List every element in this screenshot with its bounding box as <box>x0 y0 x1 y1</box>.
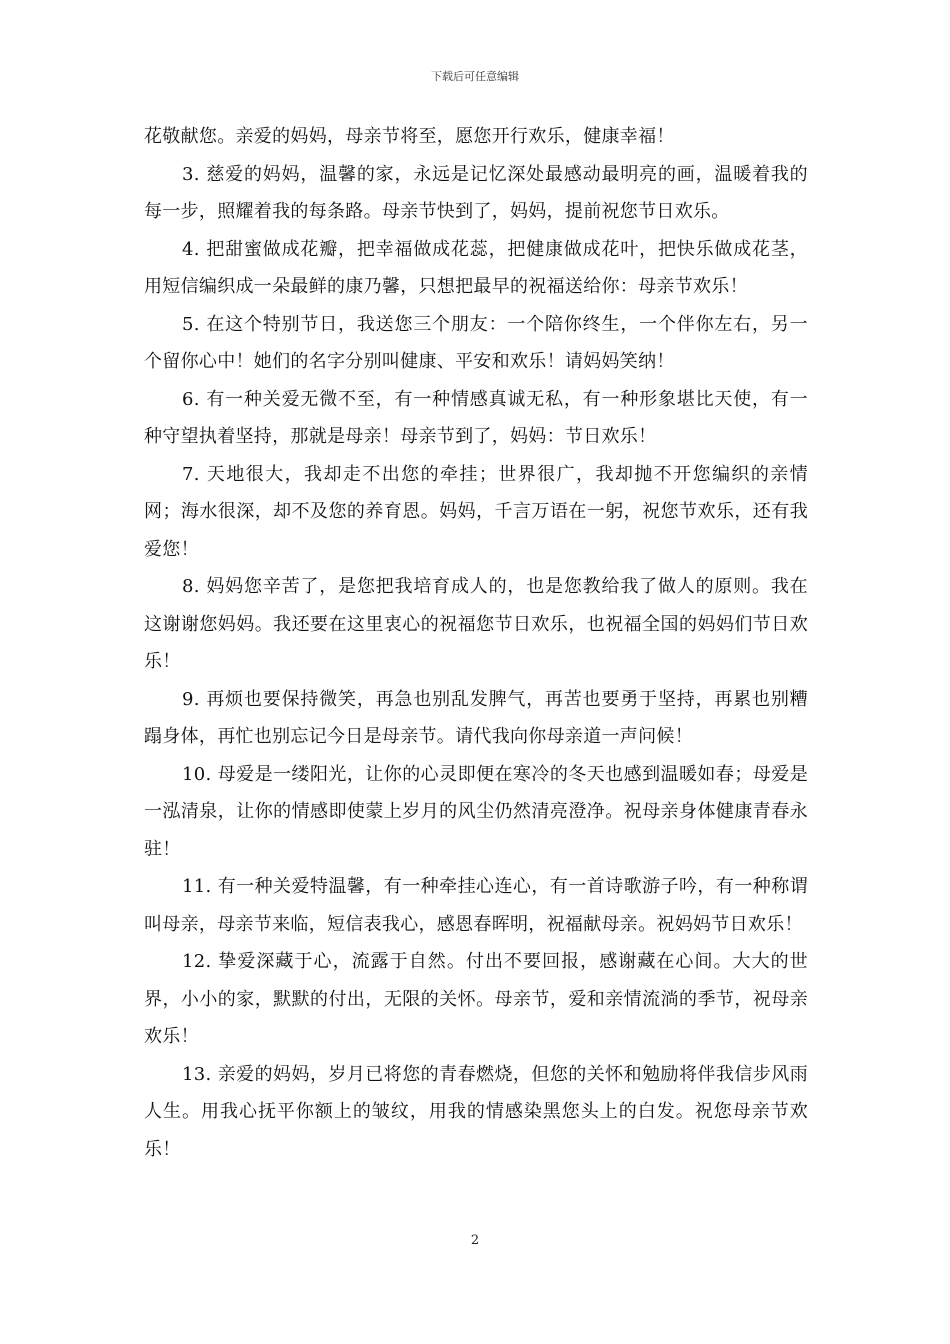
page-number: 2 <box>470 1233 480 1248</box>
paragraph-item-13: 13. 亲爱的妈妈，岁月已将您的青春燃烧，但您的关怀和勉励将伴我信步风雨人生。用我心抚平你额上的皱纹，用我的情感染黑您头上的白发。祝您母亲节欢乐！ <box>144 1063 808 1160</box>
header-note: 下载后可任意编辑 <box>431 70 519 83</box>
paragraph-continuation: 花敬献您。亲爱的妈妈，母亲节将至，愿您开行欢乐，健康幸福！ <box>144 126 675 147</box>
paragraph-item-11: 11. 有一种关爱特温馨，有一种牵挂心连心，有一首诗歌游子吟，有一种称谓叫母亲，母亲节来临，短信表我心，感恩春晖明，祝福献母亲。祝妈妈节日欢乐！ <box>144 876 808 935</box>
paragraph-item-8: 8. 妈妈您辛苦了，是您把我培育成人的，也是您教给我了做人的原则。我在这谢谢您妈妈。我还要在这里衷心的祝福您节日欢乐，也祝福全国的妈妈们节日欢乐！ <box>144 576 808 672</box>
paragraph-item-4: 4. 把甜蜜做成花瓣，把幸福做成花蕊，把健康做成花叶，把快乐做成花茎，用短信编织成一朵最鲜的康乃馨，只想把最早的祝福送给你：母亲节欢乐！ <box>144 238 808 297</box>
paragraph-item-10: 10. 母爱是一缕阳光，让你的心灵即便在寒冷的冬天也感到温暖如春；母爱是一泓清泉，让你的情感即使蒙上岁月的风尘仍然清亮澄净。祝母亲身体健康青春永驻！ <box>144 763 808 860</box>
document-body <box>144 118 808 1168</box>
paragraph-item-7: 7. 天地很大，我却走不出您的牵挂；世界很广，我却抛不开您编织的亲情网；海水很深，却不及您的养育恩。妈妈，千言万语在一躬，祝您节欢乐，还有我爱您！ <box>144 463 808 560</box>
paragraph-item-9: 9. 再烦也要保持微笑，再急也别乱发脾气，再苦也要勇于坚持，再累也别糟蹋身体，再忙也别忘记今日是母亲节。请代我向你母亲道一声问候！ <box>144 688 808 747</box>
paragraph-item-6: 6. 有一种关爱无微不至，有一种情感真诚无私，有一种形象堪比天使，有一种守望执着坚持，那就是母亲！母亲节到了，妈妈：节日欢乐！ <box>144 388 808 447</box>
paragraph-item-5: 5. 在这个特别节日，我送您三个朋友：一个陪你终生，一个伴你左右，另一个留你心中！她们的名字分别叫健康、平安和欢乐！请妈妈笑纳！ <box>144 313 808 372</box>
paragraph-item-3: 3. 慈爱的妈妈，温馨的家，永远是记忆深处最感动最明亮的画，温暖着我的每一步，照耀着我的每条路。母亲节快到了，妈妈，提前祝您节日欢乐。 <box>144 163 808 222</box>
paragraph-item-12: 12. 挚爱深藏于心，流露于自然。付出不要回报，感谢藏在心间。大大的世界，小小的家，默默的付出，无限的关怀。母亲节，爱和亲情流淌的季节，祝母亲欢乐！ <box>144 951 808 1047</box>
